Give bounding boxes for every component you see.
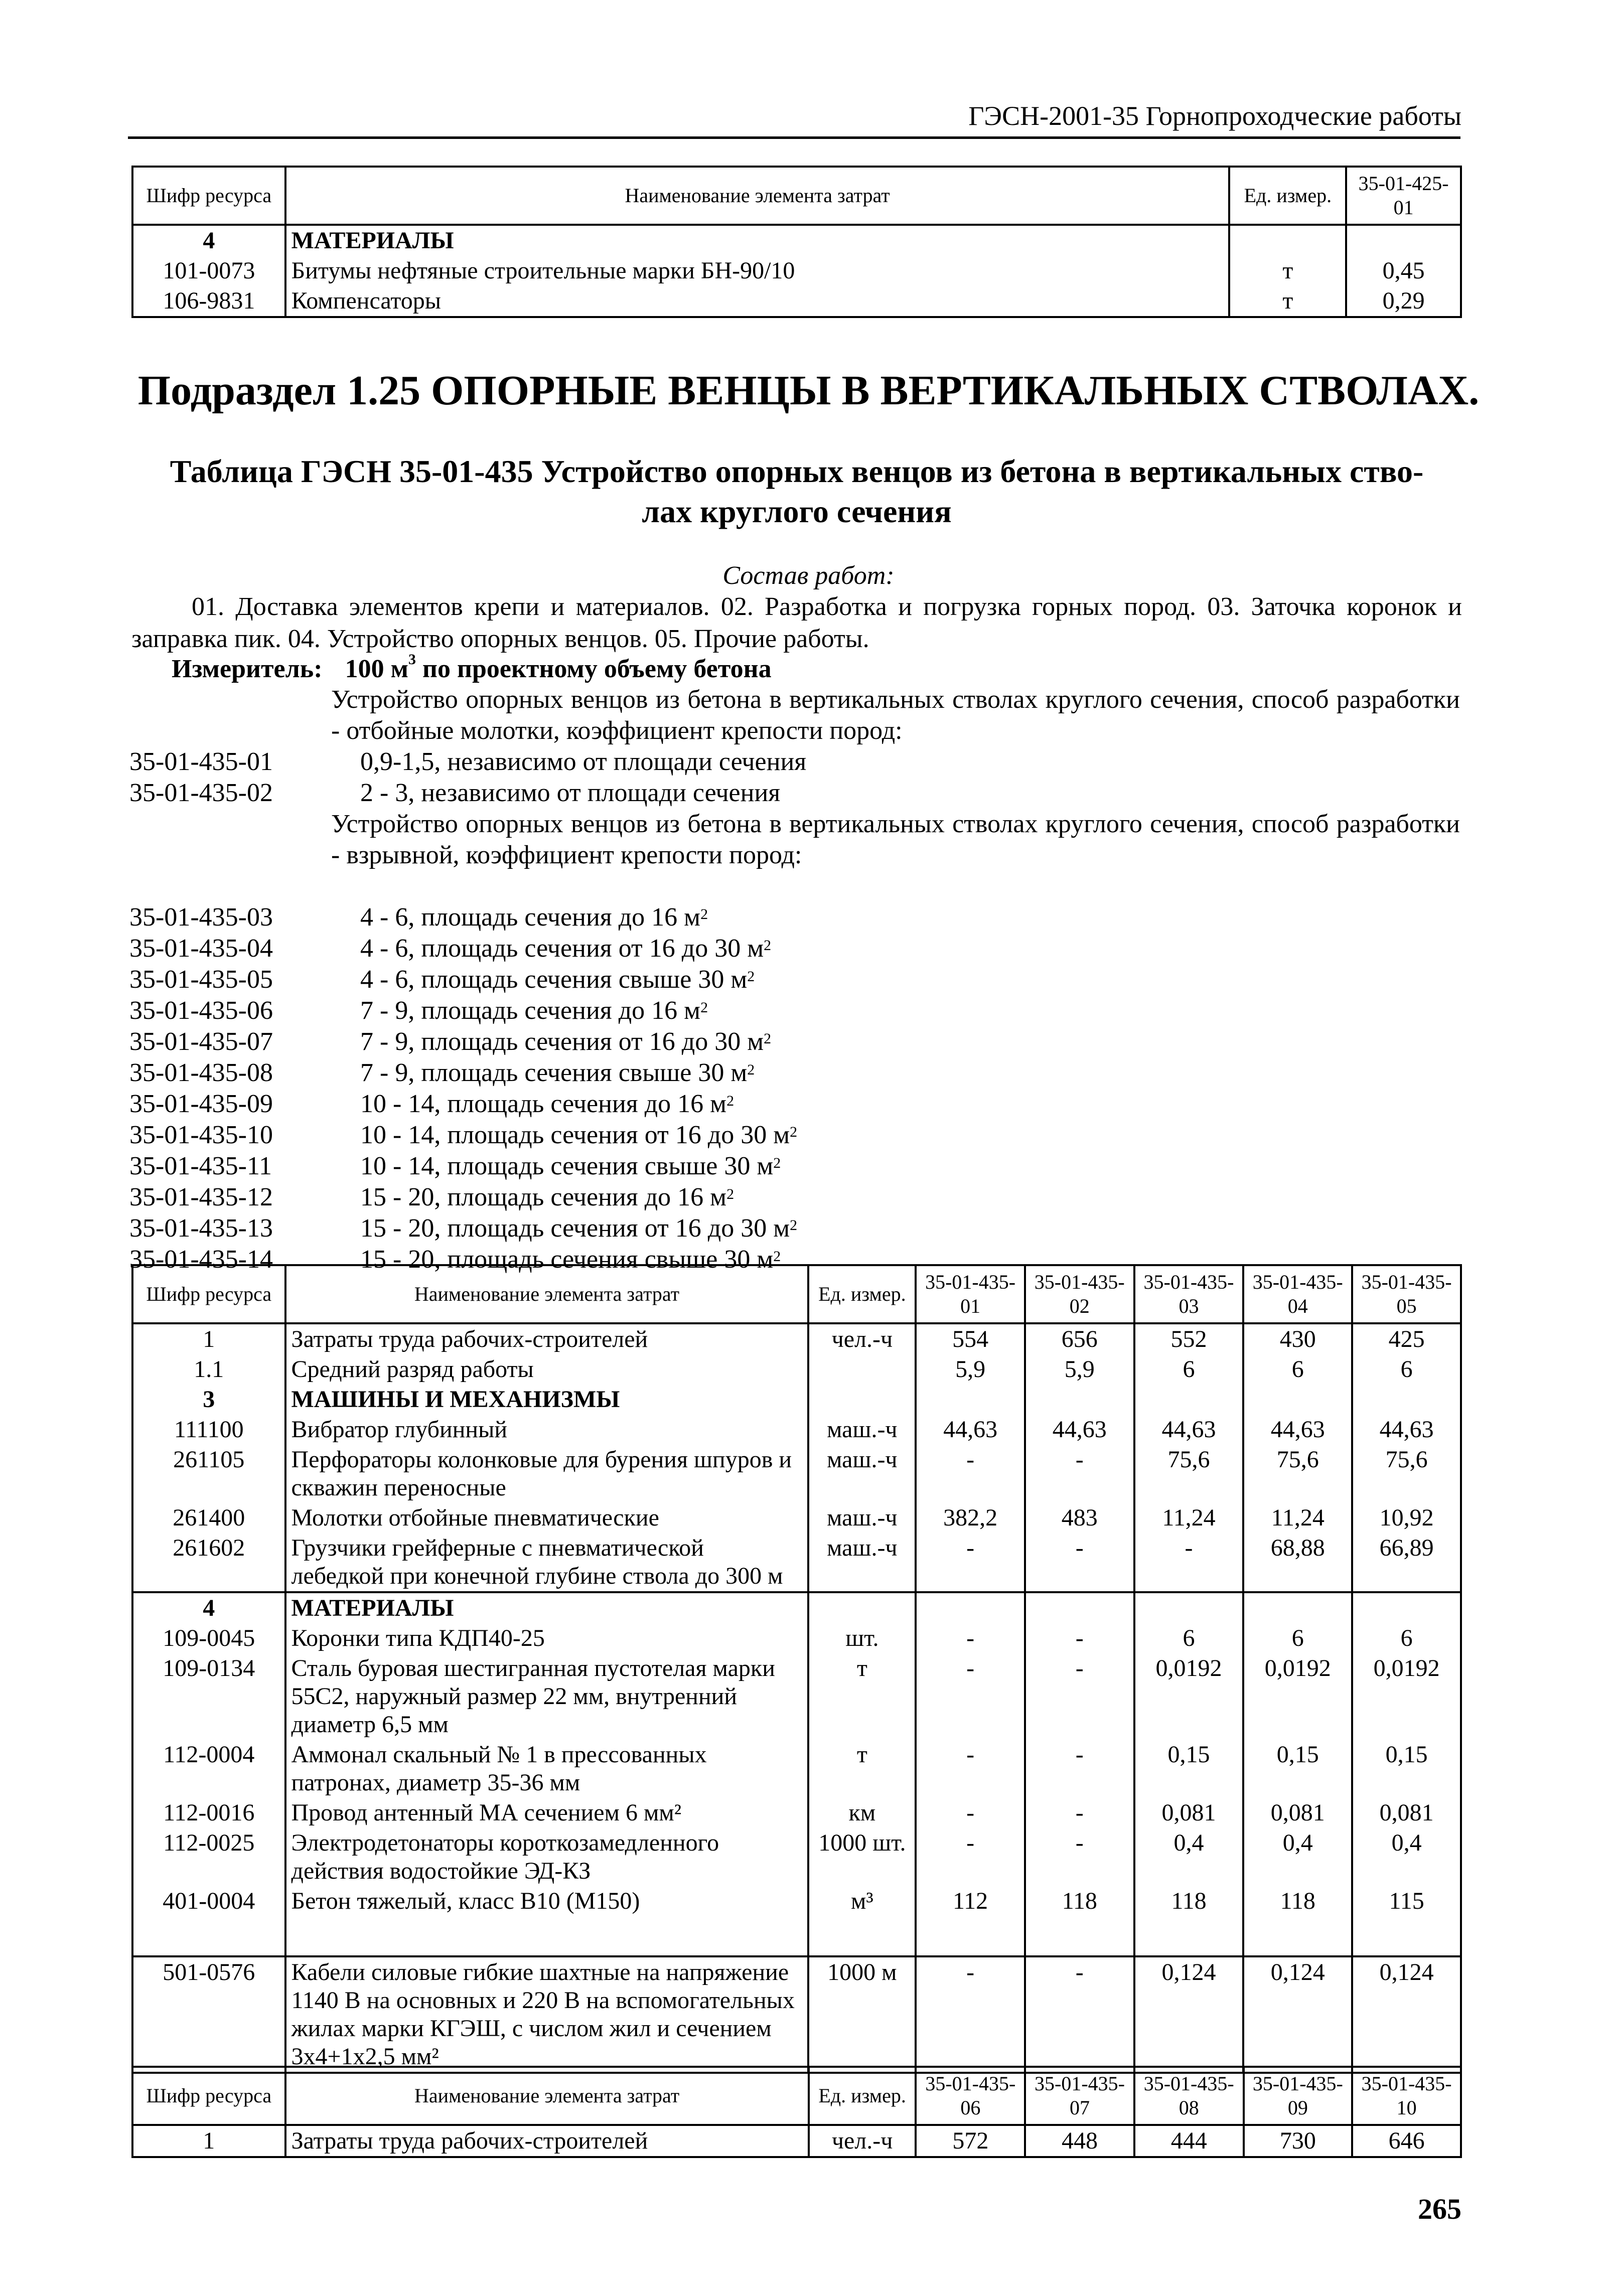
resource-value: 730 bbox=[1244, 2125, 1353, 2157]
code-item bbox=[129, 1120, 806, 1151]
table-row bbox=[132, 1956, 1461, 2073]
header-rule bbox=[128, 136, 1460, 139]
code-item bbox=[129, 778, 806, 809]
resource-value: 44,63 bbox=[1025, 1415, 1134, 1445]
resource-value: 430 bbox=[1243, 1323, 1352, 1354]
resource-value bbox=[1025, 1592, 1134, 1623]
col-header-435-07: 35-01-435-07 bbox=[1025, 2067, 1134, 2125]
resource-value: - bbox=[1025, 1956, 1134, 2073]
code-number: 35-01-435-07 bbox=[129, 1027, 273, 1056]
col-header-unit: Ед. измер. bbox=[809, 2067, 916, 2125]
resource-value: - bbox=[1025, 1445, 1134, 1503]
code-number: 35-01-435-01 bbox=[129, 747, 273, 776]
meter-value-sup: 3 bbox=[408, 651, 416, 668]
resource-value bbox=[1346, 225, 1461, 256]
top-table-body bbox=[132, 225, 1461, 317]
code-description-sup: 2 bbox=[790, 1124, 798, 1140]
code-description: 15 - 20, площадь сечения до 16 м bbox=[360, 1183, 727, 1211]
resource-value: - bbox=[1025, 1653, 1134, 1740]
table-row bbox=[132, 256, 1461, 286]
code-item bbox=[129, 995, 806, 1026]
meter-line bbox=[172, 651, 772, 684]
resource-unit: км bbox=[808, 1798, 916, 1828]
resource-value bbox=[1134, 1385, 1244, 1415]
col-header-code: Шифр ресурса bbox=[132, 1265, 285, 1323]
resource-unit bbox=[1229, 225, 1346, 256]
main-table-body bbox=[132, 1323, 1461, 2073]
resource-value: 483 bbox=[1025, 1503, 1134, 1533]
table-row bbox=[132, 1740, 1461, 1798]
resource-value: 6 bbox=[1243, 1623, 1352, 1653]
code-description: 2 - 3, независимо от площади сечения bbox=[360, 779, 781, 807]
resource-name: Перфораторы колонковые для бурения шпуров и скважин переносные bbox=[285, 1445, 809, 1503]
resource-unit: маш.-ч bbox=[808, 1503, 916, 1533]
table-row bbox=[132, 1653, 1461, 1740]
code-item bbox=[129, 933, 806, 964]
resource-value: - bbox=[916, 1445, 1025, 1503]
resource-code: 401-0004 bbox=[132, 1886, 285, 1956]
col-header-code: Шифр ресурса bbox=[132, 167, 285, 225]
resource-unit: чел.-ч bbox=[808, 1323, 916, 1354]
resource-value: 0,0192 bbox=[1134, 1653, 1244, 1740]
resource-value: 0,15 bbox=[1134, 1740, 1244, 1798]
code-item bbox=[129, 1089, 806, 1120]
code-description: 0,9-1,5, независимо от площади сечения bbox=[360, 747, 807, 776]
resource-value: 6 bbox=[1352, 1623, 1461, 1653]
code-item bbox=[129, 1151, 806, 1182]
resource-value: 572 bbox=[916, 2125, 1025, 2157]
resource-value: 0,124 bbox=[1352, 1956, 1461, 2073]
resource-value: 0,0192 bbox=[1243, 1653, 1352, 1740]
resource-value: 0,4 bbox=[1134, 1828, 1244, 1886]
meter-value: 100 м bbox=[345, 655, 409, 683]
resource-value: 0,081 bbox=[1243, 1798, 1352, 1828]
code-number: 35-01-435-11 bbox=[129, 1152, 272, 1180]
resource-value: 115 bbox=[1352, 1886, 1461, 1956]
resource-value: 5,9 bbox=[916, 1354, 1025, 1385]
code-description: 15 - 20, площадь сечения от 16 до 30 м bbox=[360, 1214, 790, 1243]
code-description-sup: 2 bbox=[747, 1061, 755, 1078]
resource-value: 0,45 bbox=[1346, 256, 1461, 286]
description-hammer: Устройство опорных венцов из бетона в вертикальных стволах круглого сечения, способ разработки - отбойные молотки, коэффициент крепости пород: bbox=[331, 685, 1460, 745]
code-number: 35-01-435-08 bbox=[129, 1058, 273, 1087]
col-header-name: Наименование элемента затрат bbox=[285, 2067, 809, 2125]
resource-value: 44,63 bbox=[1243, 1415, 1352, 1445]
code-description: 7 - 9, площадь сечения от 16 до 30 м bbox=[360, 1027, 764, 1056]
resource-value: 44,63 bbox=[1352, 1415, 1461, 1445]
resource-name: Кабели силовые гибкие шахтные на напряжение 1140 В на основных и 220 В на вспомогательных жилах марки КГЭШ, с числом жил и сечением 3х4+1х2,5 мм² bbox=[285, 1956, 809, 2073]
code-item bbox=[129, 1057, 806, 1089]
resource-value bbox=[1134, 1592, 1244, 1623]
code-description-sup: 2 bbox=[764, 1030, 772, 1047]
resource-code: 109-0045 bbox=[132, 1623, 285, 1653]
code-description-sup: 2 bbox=[700, 999, 708, 1016]
table-row bbox=[132, 1354, 1461, 1385]
codes-group-hammer bbox=[129, 746, 806, 809]
resource-unit: т bbox=[808, 1740, 916, 1798]
resource-code: 112-0025 bbox=[132, 1828, 285, 1886]
resource-value: 10,92 bbox=[1352, 1503, 1461, 1533]
col-header-435-05: 35-01-435-05 bbox=[1352, 1265, 1461, 1323]
resource-value: 68,88 bbox=[1243, 1533, 1352, 1592]
resource-value: 44,63 bbox=[1134, 1415, 1244, 1445]
resource-value: 75,6 bbox=[1352, 1445, 1461, 1503]
resource-name: Битумы нефтяные строительные марки БН-90/10 bbox=[285, 256, 1230, 286]
resource-code: 261400 bbox=[132, 1503, 285, 1533]
code-description: 15 - 20, площадь сечения свыше 30 м bbox=[360, 1245, 774, 1274]
resource-value: 5,9 bbox=[1025, 1354, 1134, 1385]
resource-value: 646 bbox=[1352, 2125, 1461, 2157]
resource-code: 112-0016 bbox=[132, 1798, 285, 1828]
code-number: 35-01-435-10 bbox=[129, 1121, 273, 1149]
resource-value: 0,4 bbox=[1243, 1828, 1352, 1886]
composition-text: 01. Доставка элементов крепи и материалов. 02. Разработка и погрузка горных пород. 03. Заточка коронок и заправка пик. 04. Устройство опорных венцов. 05. Прочие работы. bbox=[131, 592, 1462, 653]
code-description-sup: 2 bbox=[790, 1217, 798, 1234]
resource-unit: маш.-ч bbox=[808, 1533, 916, 1592]
resource-value bbox=[916, 1385, 1025, 1415]
resource-unit: т bbox=[808, 1653, 916, 1740]
resource-value: 112 bbox=[916, 1886, 1025, 1956]
col-header-425-01: 35-01-425-01 bbox=[1346, 167, 1461, 225]
code-description: 10 - 14, площадь сечения свыше 30 м bbox=[360, 1152, 774, 1180]
code-description: 4 - 6, площадь сечения до 16 м bbox=[360, 903, 701, 932]
table-row bbox=[132, 1385, 1461, 1415]
resource-value bbox=[1025, 1385, 1134, 1415]
resource-value: 554 bbox=[916, 1323, 1025, 1354]
code-description: 4 - 6, площадь сечения от 16 до 30 м bbox=[360, 934, 764, 963]
meter-value-post: по проектному объему бетона bbox=[416, 655, 772, 683]
bottom-resource-table bbox=[131, 2066, 1462, 2158]
resource-value: - bbox=[916, 1956, 1025, 2073]
resource-value: 448 bbox=[1025, 2125, 1134, 2157]
page-header-title: ГЭСН-2001-35 Горнопроходческие работы bbox=[968, 101, 1461, 131]
table-row bbox=[132, 1798, 1461, 1828]
resource-value: 11,24 bbox=[1243, 1503, 1352, 1533]
table-row bbox=[132, 225, 1461, 256]
col-header-435-03: 35-01-435-03 bbox=[1134, 1265, 1244, 1323]
resource-value: 118 bbox=[1134, 1886, 1244, 1956]
resource-value: 656 bbox=[1025, 1323, 1134, 1354]
table-row bbox=[132, 2125, 1461, 2157]
page-number: 265 bbox=[1418, 2193, 1461, 2225]
resource-value: 6 bbox=[1134, 1623, 1244, 1653]
resource-unit: шт. bbox=[808, 1623, 916, 1653]
resource-name: Компенсаторы bbox=[285, 286, 1230, 317]
resource-unit bbox=[808, 1592, 916, 1623]
resource-name: Коронки типа КДП40-25 bbox=[285, 1623, 809, 1653]
code-item bbox=[129, 1213, 806, 1244]
resource-name: Молотки отбойные пневматические bbox=[285, 1503, 809, 1533]
code-item bbox=[129, 746, 806, 778]
resource-code: 261602 bbox=[132, 1533, 285, 1592]
resource-value: - bbox=[1134, 1533, 1244, 1592]
resource-value: 382,2 bbox=[916, 1503, 1025, 1533]
col-header-code: Шифр ресурса bbox=[132, 2067, 285, 2125]
resource-code: 111100 bbox=[132, 1415, 285, 1445]
resource-value: - bbox=[916, 1623, 1025, 1653]
code-number: 35-01-435-06 bbox=[129, 996, 273, 1025]
code-description-sup: 2 bbox=[773, 1248, 781, 1265]
resource-value: 0,081 bbox=[1134, 1798, 1244, 1828]
code-description: 7 - 9, площадь сечения свыше 30 м bbox=[360, 1058, 748, 1087]
table-row bbox=[132, 1503, 1461, 1533]
resource-unit: м³ bbox=[808, 1886, 916, 1956]
code-number: 35-01-435-12 bbox=[129, 1183, 273, 1211]
resource-value: 0,15 bbox=[1243, 1740, 1352, 1798]
resource-name: МАТЕРИАЛЫ bbox=[285, 1592, 809, 1623]
code-description: 10 - 14, площадь сечения до 16 м bbox=[360, 1090, 727, 1118]
resource-value: 75,6 bbox=[1134, 1445, 1244, 1503]
table-row bbox=[132, 1623, 1461, 1653]
resource-value: - bbox=[916, 1740, 1025, 1798]
col-header-435-08: 35-01-435-08 bbox=[1134, 2067, 1244, 2125]
resource-value bbox=[916, 1592, 1025, 1623]
resource-value: 0,0192 bbox=[1352, 1653, 1461, 1740]
resource-unit: т bbox=[1229, 256, 1346, 286]
resource-unit bbox=[808, 1354, 916, 1385]
code-description-sup: 2 bbox=[726, 1093, 734, 1109]
code-item bbox=[129, 902, 806, 933]
col-header-unit: Ед. измер. bbox=[808, 1265, 916, 1323]
resource-value: - bbox=[1025, 1740, 1134, 1798]
resource-value: 444 bbox=[1134, 2125, 1244, 2157]
col-header-unit: Ед. измер. bbox=[1229, 167, 1346, 225]
code-number: 35-01-435-05 bbox=[129, 965, 273, 994]
code-number: 35-01-435-02 bbox=[129, 779, 273, 807]
resource-name: Аммонал скальный № 1 в прессованных патронах, диаметр 35-36 мм bbox=[285, 1740, 809, 1798]
resource-value: - bbox=[916, 1828, 1025, 1886]
table-title-line-1: Таблица ГЭСН 35-01-435 Устройство опорных венцов из бетона в вертикальных ство- bbox=[170, 453, 1424, 489]
table-row bbox=[132, 1828, 1461, 1886]
table-title-line-2: лах круглого сечения bbox=[642, 494, 952, 529]
resource-value: - bbox=[1025, 1623, 1134, 1653]
resource-unit: 1000 шт. bbox=[808, 1828, 916, 1886]
resource-unit: маш.-ч bbox=[808, 1415, 916, 1445]
meter-label: Измеритель: bbox=[172, 655, 323, 683]
col-header-435-09: 35-01-435-09 bbox=[1244, 2067, 1353, 2125]
code-description: 4 - 6, площадь сечения свыше 30 м bbox=[360, 965, 748, 994]
table-row bbox=[132, 1533, 1461, 1592]
resource-value bbox=[1243, 1592, 1352, 1623]
codes-group-blast bbox=[129, 902, 806, 1275]
resource-value bbox=[1352, 1592, 1461, 1623]
resource-value: 118 bbox=[1243, 1886, 1352, 1956]
table-row bbox=[132, 1592, 1461, 1623]
resource-value: 66,89 bbox=[1352, 1533, 1461, 1592]
resource-value: 425 bbox=[1352, 1323, 1461, 1354]
resource-value: - bbox=[916, 1798, 1025, 1828]
table-row bbox=[132, 1886, 1461, 1956]
resource-name: Вибратор глубинный bbox=[285, 1415, 809, 1445]
resource-code: 4 bbox=[132, 1592, 285, 1623]
resource-value: 11,24 bbox=[1134, 1503, 1244, 1533]
resource-code: 261105 bbox=[132, 1445, 285, 1503]
resource-value: - bbox=[1025, 1533, 1134, 1592]
resource-value: - bbox=[916, 1653, 1025, 1740]
resource-value bbox=[1352, 1385, 1461, 1415]
resource-value: 44,63 bbox=[916, 1415, 1025, 1445]
resource-unit: чел.-ч bbox=[809, 2125, 916, 2157]
resource-value: 552 bbox=[1134, 1323, 1244, 1354]
code-item bbox=[129, 1182, 806, 1213]
code-description-sup: 2 bbox=[773, 1155, 781, 1171]
resource-code: 1.1 bbox=[132, 1354, 285, 1385]
resource-name: Затраты труда рабочих-строителей bbox=[285, 2125, 809, 2157]
resource-value: 0,4 bbox=[1352, 1828, 1461, 1886]
resource-value: - bbox=[1025, 1798, 1134, 1828]
code-item bbox=[129, 1026, 806, 1057]
resource-value: 0,081 bbox=[1352, 1798, 1461, 1828]
resource-code: 1 bbox=[132, 2125, 285, 2157]
code-number: 35-01-435-09 bbox=[129, 1090, 273, 1118]
code-number: 35-01-435-04 bbox=[129, 934, 273, 963]
col-header-435-01: 35-01-435-01 bbox=[916, 1265, 1025, 1323]
resource-value: - bbox=[916, 1533, 1025, 1592]
resource-code: 4 bbox=[132, 225, 285, 256]
col-header-435-02: 35-01-435-02 bbox=[1025, 1265, 1134, 1323]
resource-code: 109-0134 bbox=[132, 1653, 285, 1740]
resource-unit: 1000 м bbox=[808, 1956, 916, 2073]
main-resource-table bbox=[131, 1264, 1462, 2074]
resource-code: 112-0004 bbox=[132, 1740, 285, 1798]
subsection-title: Подраздел 1.25 ОПОРНЫЕ ВЕНЦЫ В ВЕРТИКАЛЬНЫХ СТВОЛАХ. bbox=[137, 367, 1480, 414]
resource-unit: т bbox=[1229, 286, 1346, 317]
resource-value: 75,6 bbox=[1243, 1445, 1352, 1503]
resource-name: Сталь буровая шестигранная пустотелая марки 55С2, наружный размер 22 мм, внутренний диаметр 6,5 мм bbox=[285, 1653, 809, 1740]
resource-unit: маш.-ч bbox=[808, 1445, 916, 1503]
resource-code: 3 bbox=[132, 1385, 285, 1415]
resource-name: Электродетонаторы короткозамедленного действия водостойкие ЭД-КЗ bbox=[285, 1828, 809, 1886]
code-item bbox=[129, 964, 806, 995]
resource-code: 501-0576 bbox=[132, 1956, 285, 2073]
composition-label: Состав работ: bbox=[722, 561, 895, 590]
bottom-table-body bbox=[132, 2125, 1461, 2157]
col-header-435-04: 35-01-435-04 bbox=[1243, 1265, 1352, 1323]
resource-value bbox=[1243, 1385, 1352, 1415]
resource-value: 0,124 bbox=[1243, 1956, 1352, 2073]
code-description-sup: 2 bbox=[764, 937, 772, 954]
resource-value: 6 bbox=[1134, 1354, 1244, 1385]
code-number: 35-01-435-03 bbox=[129, 903, 273, 932]
table-row bbox=[132, 1415, 1461, 1445]
resource-name: Затраты труда рабочих-строителей bbox=[285, 1323, 809, 1354]
resource-value: 0,29 bbox=[1346, 286, 1461, 317]
resource-code: 1 bbox=[132, 1323, 285, 1354]
resource-unit bbox=[808, 1385, 916, 1415]
resource-value: - bbox=[1025, 1828, 1134, 1886]
code-description: 7 - 9, площадь сечения до 16 м bbox=[360, 996, 701, 1025]
table-title bbox=[131, 451, 1462, 532]
resource-value: 118 bbox=[1025, 1886, 1134, 1956]
resource-name: Грузчики грейферные с пневматической лебедкой при конечной глубине ствола до 300 м bbox=[285, 1533, 809, 1592]
resource-name: Провод антенный МА сечением 6 мм² bbox=[285, 1798, 809, 1828]
resource-code: 101-0073 bbox=[132, 256, 285, 286]
resource-name: Бетон тяжелый, класс В10 (М150) bbox=[285, 1886, 809, 1956]
table-row bbox=[132, 1445, 1461, 1503]
description-blast: Устройство опорных венцов из бетона в вертикальных стволах круглого сечения, способ разработки - взрывной, коэффициент крепости пород: bbox=[331, 810, 1460, 869]
table-row bbox=[132, 1323, 1461, 1354]
resource-name: МАТЕРИАЛЫ bbox=[285, 225, 1230, 256]
code-number: 35-01-435-13 bbox=[129, 1214, 273, 1243]
resource-value: 6 bbox=[1243, 1354, 1352, 1385]
col-header-name: Наименование элемента затрат bbox=[285, 1265, 809, 1323]
col-header-435-06: 35-01-435-06 bbox=[916, 2067, 1025, 2125]
top-resource-table bbox=[131, 166, 1462, 318]
resource-value: 6 bbox=[1352, 1354, 1461, 1385]
code-description-sup: 2 bbox=[700, 906, 708, 923]
col-header-435-10: 35-01-435-10 bbox=[1352, 2067, 1461, 2125]
code-description-sup: 2 bbox=[726, 1186, 734, 1202]
resource-name: Средний разряд работы bbox=[285, 1354, 809, 1385]
resource-name: МАШИНЫ И МЕХАНИЗМЫ bbox=[285, 1385, 809, 1415]
resource-value: 0,124 bbox=[1134, 1956, 1244, 2073]
resource-code: 106-9831 bbox=[132, 286, 285, 317]
col-header-name: Наименование элемента затрат bbox=[285, 167, 1230, 225]
resource-value: 0,15 bbox=[1352, 1740, 1461, 1798]
code-description: 10 - 14, площадь сечения от 16 до 30 м bbox=[360, 1121, 790, 1149]
code-description-sup: 2 bbox=[747, 968, 755, 985]
table-row bbox=[132, 286, 1461, 317]
code-number: 35-01-435-14 bbox=[129, 1245, 273, 1274]
